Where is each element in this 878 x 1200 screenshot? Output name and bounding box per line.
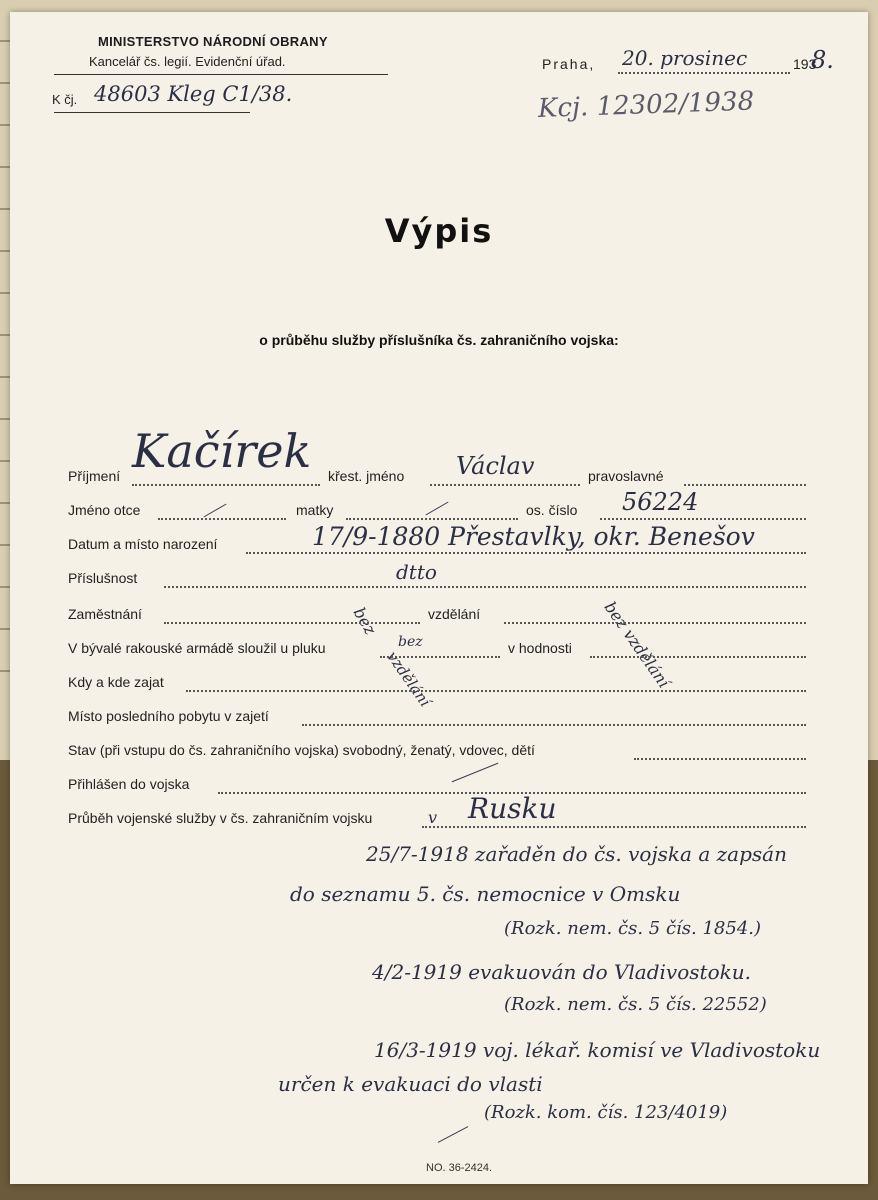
id-number-value: 56224: [622, 488, 699, 516]
service-line-2: do seznamu 5. čs. nemocnice v Omsku: [290, 882, 681, 906]
first-name-value: Václav: [456, 452, 535, 480]
document-page: [10, 12, 868, 1184]
registry-number-handwritten: Kcj. 12302/1938: [537, 86, 755, 124]
mother-label: matky: [296, 502, 334, 518]
year-handwritten: 8.: [811, 46, 834, 74]
birth-dots: [246, 552, 806, 554]
office-heading: Kancelář čs. legií. Evidenční úřad.: [89, 54, 286, 69]
birth-value: 17/9-1880 Přestavlky, okr. Benešov: [312, 522, 755, 551]
captured-label: Kdy a kde zajat: [68, 674, 164, 690]
place-label: Praha,: [542, 56, 596, 72]
education-dots: [504, 622, 806, 624]
date-dots: [618, 72, 790, 74]
captured-dots: [186, 690, 806, 692]
reference-handwritten: 48603 Kleg C1/38.: [94, 82, 293, 106]
header-rule: [54, 74, 388, 75]
father-label: Jméno otce: [68, 502, 141, 518]
enlisted-dash: [452, 763, 499, 783]
service-line-5: (Rozk. nem. čs. 5 čís. 22552): [504, 994, 767, 1015]
mother-dash: [425, 502, 448, 516]
domicile-dots: [164, 586, 806, 588]
document-subtitle: o průběhu služby příslušníka čs. zahraničního vojska:: [259, 332, 619, 348]
regiment-value: bez: [398, 634, 423, 650]
mother-dots: [346, 518, 518, 520]
first-name-dots: [430, 484, 580, 486]
enlisted-label: Přihlášen do vojska: [68, 776, 190, 792]
surname-label: Příjmení: [68, 468, 121, 484]
document-title: Výpis: [384, 212, 494, 250]
id-number-label: os. číslo: [526, 502, 578, 518]
last-residence-dots: [302, 724, 806, 726]
service-line-3: (Rozk. nem. čs. 5 čís. 1854.): [504, 918, 762, 939]
surname-value: Kačírek: [132, 424, 312, 478]
status-label: Stav (při vstupu do čs. zahraničního vojska) svobodný, ženatý, vdovec, dětí: [68, 742, 535, 758]
domicile-value: dtto: [396, 560, 437, 584]
date-handwritten: 20. prosinec: [622, 46, 748, 70]
regiment-dots: [380, 656, 500, 658]
birth-label: Datum a místo narození: [68, 536, 218, 552]
form-number: NO. 36-2424.: [426, 1162, 493, 1174]
ministry-heading: MINISTERSTVO NÁRODNÍ OBRANY: [98, 34, 328, 49]
education-label: vzdělání: [428, 606, 481, 622]
service-line-8: (Rozk. kom. čís. 123/4019): [484, 1102, 728, 1123]
reference-label: K čj.: [52, 92, 78, 107]
surname-dots: [132, 484, 320, 486]
education-value: bez vzdělání: [600, 598, 674, 692]
father-dots: [158, 518, 286, 520]
closing-dash: [438, 1126, 468, 1143]
regiment-rank-value: vzdělání: [383, 648, 435, 710]
religion-dots: [684, 484, 806, 486]
reference-rule: [54, 112, 250, 113]
service-line-4: 4/2-1919 evakuován do Vladivostoku.: [372, 960, 751, 984]
service-course-dots: [422, 826, 806, 828]
rank-label: v hodnosti: [508, 640, 572, 656]
service-line-6: 16/3-1919 voj. lékař. komisí ve Vladivostoku: [374, 1038, 821, 1062]
domicile-label: Příslušnost: [68, 570, 138, 586]
status-dots: [634, 758, 806, 760]
rank-dots: [590, 656, 806, 658]
occupation-dots: [164, 622, 420, 624]
service-prefix: v: [428, 808, 438, 827]
occupation-value: bez: [349, 604, 381, 638]
occupation-label: Zaměstnání: [68, 606, 142, 622]
year-printed: 193: [793, 56, 817, 72]
first-name-label: křest. jméno: [328, 468, 405, 484]
religion-label: pravoslavné: [588, 468, 664, 484]
service-line-7: určen k evakuaci do vlasti: [278, 1072, 543, 1096]
last-residence-label: Místo posledního pobytu v zajetí: [68, 708, 269, 724]
id-number-dots: [600, 518, 806, 520]
service-line-1: 25/7-1918 zařaděn do čs. vojska a zapsán: [366, 842, 787, 866]
regiment-label: V bývalé rakouské armádě sloužil u pluku: [68, 640, 326, 656]
service-place: Rusku: [468, 792, 557, 825]
father-dash: [203, 504, 226, 518]
service-course-label: Průběh vojenské služby v čs. zahraničním vojsku: [68, 810, 373, 826]
